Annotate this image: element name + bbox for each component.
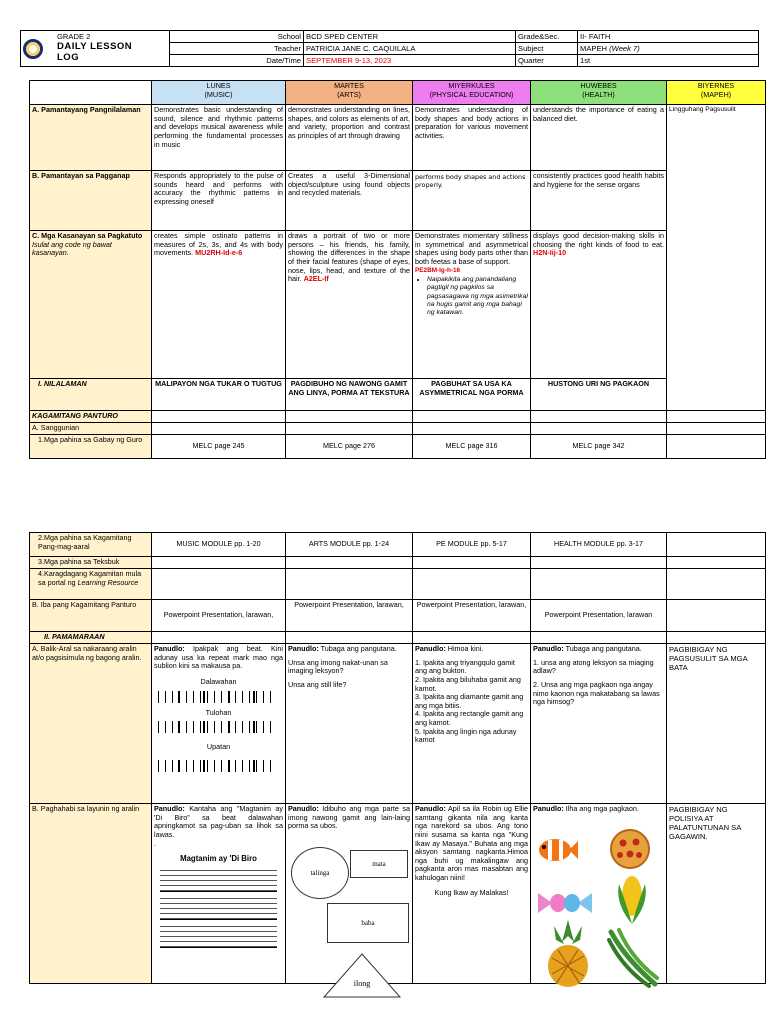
pineapple-icon [540, 918, 596, 988]
instruction-label: Panudlo: [288, 644, 319, 653]
rhythm-notation [158, 691, 276, 703]
empty-cell [667, 411, 766, 423]
cell-c-miyerkules [413, 231, 531, 379]
day-subject: (MAPEH) [700, 89, 732, 99]
datetime-label: Date/Time [170, 55, 304, 67]
instruction-label: Panudlo: [154, 804, 185, 813]
header-logo-cell [21, 31, 170, 67]
instruction-label: Panudlo: [154, 644, 185, 653]
activity-item: 4. Ipakita ang rectangle gamit ang ang kamot. [415, 709, 524, 728]
day-header-biyernes [667, 81, 766, 105]
gradesec-label: Grade&Sec. [516, 31, 578, 43]
day-name: LUNES [206, 81, 231, 90]
green-beans-icon [605, 928, 661, 988]
teacher-label: Teacher [170, 43, 304, 55]
instruction-label: Panudlo: [415, 644, 446, 653]
candy-icon [536, 885, 594, 921]
balik-biyernes: PAGBIBIGAY NG PAGSUSULIT SA MGA BATA [667, 644, 766, 804]
teacher-value: PATRICIA JANE C. CAQUILALA [304, 43, 516, 55]
row-label-iba-pang-kagamitan: B. Iba pang Kagamitang Panturo [30, 600, 152, 632]
empty-cell [152, 557, 286, 569]
activity-item: 3. Ipakita ang diamante gamit ang ang mga bitiis. [415, 692, 524, 710]
empty-cell [286, 632, 413, 644]
day-header-lunes [152, 81, 286, 105]
gabay-lunes: MELC page 245 [152, 435, 286, 459]
gradesec-value: II- FAITH [578, 31, 759, 43]
instruction-text: Apil sa ila Robin ug Ellie samtang gikanta nila ang kanta nga narekord sa ubos. Ang tono niini susama sa kanta nga "Kung Ikaw ay Masaya." Buhata ang mga aksyon samtang nagkanta.Himoa nga buhi ug makalingaw ang pagkanta aron mas masabtan ang kahulogan niini! [415, 804, 529, 883]
question-text: Unsa ang imong nakat-unan sa imaging leksyon? [288, 657, 388, 676]
paghahabi-biyernes: PAGBIBIGAY NG POLISIYA AT PALATUNTUNAN SA GAGAWIN. [667, 804, 766, 984]
objective-list [427, 276, 528, 317]
row-label-paghahabi: B. Paghahabi sa layunin ng aralin [30, 804, 152, 984]
iba-huwebes: Powerpoint Presentation, larawan [531, 600, 667, 632]
cell-b-huwebes: consistently practices good health habits and hygiene for the sense organs [531, 171, 667, 231]
objective-item: • Naipakikita ang panandaliang pagtigil ng pagkilos sa pagsasagawa ng mga asimetrikal na hugis gamit ang mga bahagi ng katawan. [427, 276, 528, 317]
cell-b-lunes: Responds appropriately to the pulse of sounds heard and performs with accuracy the rhythmic patterns in expressing oneself [152, 171, 286, 231]
day-header-huwebes [531, 81, 667, 105]
subject-value: MAPEH [580, 43, 608, 53]
shape-label: mata [372, 859, 386, 868]
header-table [20, 30, 759, 67]
karagdagang-text-italic: Learning Resource [77, 577, 139, 587]
iba-miyerkules: Powerpoint Presentation, larawan, [413, 600, 531, 632]
lesson-table-1 [29, 80, 766, 459]
day-name: MIYERKULES [448, 81, 495, 90]
song-title: Kung Ikaw ay Malakas! [434, 887, 509, 897]
instruction-label: Panudlo: [415, 804, 446, 813]
shape-label: ilong [353, 979, 371, 988]
instruction-text: Ipakpak ang beat. Kini adunay usa ka repeat mark mao nga sublion kini sa makausa pa. [154, 644, 283, 671]
empty-cell [286, 569, 413, 600]
kasanayan-text: creates simple ostinato patterns in measures of 2s, 3s, and 4s with body movements. [154, 231, 283, 258]
nilalaman-martes: PAGDIBUHO NG NAWONG GAMIT ANG LINYA, PORMA AT TEKSTURA [286, 379, 413, 411]
day-subject: (PHYSICAL EDUCATION) [429, 89, 514, 99]
melc-code: H2N-Iij-10 [533, 248, 567, 258]
day-subject: (HEALTH) [582, 89, 615, 99]
day-subject: (MUSIC) [204, 89, 233, 99]
kasanayan-text: draws a portrait of two or more persons – his friends, his family, showing the differences in the shape of their facial features (shape of eyes, nose, lips, head, and texture of the hair. [288, 231, 410, 284]
sheet-music-image [160, 894, 277, 920]
instruction-label: Panudlo: [288, 804, 319, 813]
empty-cell [152, 569, 286, 600]
melc-code: MU2RH-Id-e-6 [195, 248, 243, 258]
day-name: HUWEBES [580, 81, 617, 90]
empty-cell [152, 423, 286, 435]
empty-cell [531, 557, 667, 569]
empty-cell [531, 569, 667, 600]
instruction-text: Kantaha ang "Magtanim ay 'Di Biro" sa beat dalawahan apningkamot sa pag-uban sa lihok sa lawas. [154, 804, 283, 839]
gabay-martes: MELC page 276 [286, 435, 413, 459]
fish-icon [535, 835, 579, 865]
sheet-music-image [160, 922, 277, 948]
empty-cell [531, 632, 667, 644]
cell-a-martes: demonstrates understanding on lines, shapes, and colors as elements of art, and variety, proportion and contrast as principles of art through drawing [286, 105, 413, 171]
shape-rect-mata [350, 850, 408, 878]
gabay-huwebes: MELC page 342 [531, 435, 667, 459]
cell-a-miyerkules: Demonstrates understanding of body shapes and body actions in preparation for various movement activities. [413, 105, 531, 171]
subject-week: (Week 7) [609, 43, 640, 53]
quarter-label: Quarter [516, 55, 578, 67]
nilalaman-miyerkules: PAGBUHAT SA USA KA ASYMMETRICAL NGA PORMA [413, 379, 531, 411]
datetime-value: SEPTEMBER 9-13, 2023 [304, 55, 516, 67]
row-label-sanggunian: A. Sanggunian [30, 423, 152, 435]
empty-cell [531, 411, 667, 423]
instruction-text: Tubaga ang pangutana. [565, 644, 642, 653]
meter-label-dalawahan: Dalawahan [200, 676, 237, 686]
row-label-gabay-guro: 1.Mga pahina sa Gabay ng Guro [30, 435, 152, 459]
empty-cell [667, 632, 766, 644]
rhythm-notation [158, 760, 276, 772]
row-label-kasanayan [30, 231, 152, 379]
question-text: Unsa ang still life? [288, 679, 347, 689]
school-value: BCD SPED CENTER [304, 31, 516, 43]
cell-a-lunes: Demonstrates basic understanding of sound, silence and rhythmic patterns and develops musical awareness while performing the fundamental processes in music [152, 105, 286, 171]
row-label-kagamitang-panturo: KAGAMITANG PANTURO [30, 411, 152, 423]
row-label-karagdagang-kagamitan [30, 569, 152, 600]
balik-huwebes [531, 644, 667, 804]
empty-cell [413, 411, 531, 423]
shape-label: talinga [310, 868, 330, 877]
kasanayan-note: Isulat ang code ng bawat kasanayan. [32, 239, 112, 258]
shape-rect-baba [327, 903, 409, 943]
day-name: MARTES [334, 81, 364, 90]
deped-seal-icon [23, 39, 43, 59]
shape-label: baba [361, 918, 375, 927]
module-lunes: MUSIC MODULE pp. 1-20 [152, 533, 286, 557]
rhythm-notation [158, 721, 276, 733]
cell-c-lunes [152, 231, 286, 379]
doc-title-2: LOG [57, 51, 80, 63]
doc-title: DAILY LESSON [57, 40, 133, 52]
day-header-miyerkules [413, 81, 531, 105]
row-label-teksbuk: 3.Mga pahina sa Teksbuk [30, 557, 152, 569]
kasanayan-title: C. Mga Kasanayan sa Pagkatuto [32, 231, 143, 240]
activity-item: 1. Ipakita ang triyangqulo gamit ang ang bukton. [415, 657, 515, 676]
empty-cell [152, 411, 286, 423]
instruction-text: Himoa kini. [447, 644, 484, 653]
empty-cell [286, 423, 413, 435]
empty-cell [413, 423, 531, 435]
empty-cell [667, 423, 766, 435]
nilalaman-huwebes: HUSTONG URI NG PAGKAON [531, 379, 667, 411]
iba-martes: Powerpoint Presentation, larawan, [286, 600, 413, 632]
empty-cell [286, 557, 413, 569]
empty-cell [286, 411, 413, 423]
shape-circle-talinga [291, 847, 349, 899]
melc-code: A2EL-If [303, 274, 329, 284]
empty-cell [531, 423, 667, 435]
row-label-pamantayang-pangnilalaman: A. Pamantayang Pangnilalaman [30, 105, 152, 171]
subject-label: Subject [516, 43, 578, 55]
corn-icon [607, 874, 657, 926]
cell-biyernes-pagsusulit: Lingguhang Pagsusulit [667, 105, 766, 411]
day-name: BIYERNES [697, 81, 735, 90]
sheet-music-image [160, 866, 277, 892]
module-huwebes: HEALTH MODULE pp. 3-17 [531, 533, 667, 557]
day-header-martes [286, 81, 413, 105]
empty-cell [667, 435, 766, 459]
activity-item: 2. Ipakita ang biluhaba gamit ang kamot. [415, 674, 521, 693]
corner-cell [30, 81, 152, 105]
question-text: 2. Unsa ang mga pagkaon nga angay nimo kaonon nga makatabang sa lawas nga himsog? [533, 679, 660, 707]
instruction-text: Idibuho ang mga parte sa imong nawong gamit ang lain-laing porma sa ubos. [288, 804, 410, 831]
balik-miyerkules [413, 644, 531, 804]
balik-martes [286, 644, 413, 804]
quarter-value: 1st [578, 55, 759, 67]
instruction-text: Ilha ang mga pagkaon. [565, 804, 639, 813]
meter-label-upatan: Upatan [206, 742, 231, 752]
empty-cell [667, 569, 766, 600]
row-label-balik-aral: A. Balik-Aral sa nakaraang aralin at/o pagsisimula ng bagong aralin. [30, 644, 152, 804]
kasanayan-text: Demonstrates momentary stillness in symmetrical and asymmetrical shapes using body parts other than both feetas a base of support. [415, 231, 528, 266]
instruction-label: Panudlo: [533, 644, 564, 653]
nilalaman-lunes: MALIPAYON NGA TUKAR O TUGTUG [152, 379, 286, 411]
gabay-miyerkules: MELC page 316 [413, 435, 531, 459]
melc-code: PE2BM-Ig-h-16 [415, 266, 461, 274]
shape-triangle-ilong [323, 953, 401, 999]
stray-dot: . [154, 838, 156, 848]
subject-value-cell [578, 43, 759, 55]
balik-lunes [152, 644, 286, 804]
row-label-pamantayan-pagganap: B. Pamantayan sa Pagganap [30, 171, 152, 231]
paghahabi-miyerkules [413, 804, 531, 984]
empty-cell [667, 600, 766, 632]
meter-label-tulohan: Tulohan [205, 707, 232, 717]
module-miyerkules: PE MODULE pp. 5-17 [413, 533, 531, 557]
cell-c-huwebes [531, 231, 667, 379]
row-label-kagamitang-mag-aaral: 2.Mga pahina sa Kagamitang Pang-mag-aaral [30, 533, 152, 557]
module-martes: ARTS MODULE pp. 1-24 [286, 533, 413, 557]
cell-a-huwebes: understands the importance of eating a balanced diet. [531, 105, 667, 171]
paghahabi-lunes [152, 804, 286, 984]
empty-cell [413, 632, 531, 644]
cell-c-martes [286, 231, 413, 379]
empty-cell [667, 557, 766, 569]
activity-item: 5. Ipakita ang lingin nga adunay kamot [415, 726, 517, 745]
karagdagang-text: 4.Karagdagang Kagamitan mula sa portal ng [38, 569, 142, 587]
instruction-label: Panudlo: [533, 804, 564, 813]
day-subject: (ARTS) [337, 89, 361, 99]
song-title: Magtanim ay 'Di Biro [180, 854, 257, 864]
kasanayan-text: displays good decision-making skills in choosing the right kinds of food to eat. [533, 231, 664, 249]
row-label-pamamaraan: II. PAMAMARAAN [30, 632, 152, 644]
empty-cell [413, 569, 531, 600]
grade-label: GRADE 2 [57, 32, 91, 42]
school-label: School [170, 31, 304, 43]
pizza-icon [608, 828, 652, 870]
question-text: 1. unsa ang atong leksyon sa miaging adlaw? [533, 657, 654, 676]
row-label-nilalaman: I. NILALAMAN [30, 379, 152, 411]
cell-b-miyerkules: performs body shapes and actions properly. [413, 171, 531, 231]
empty-cell [667, 533, 766, 557]
instruction-text: Tubaga ang pangutana. [320, 644, 397, 653]
iba-lunes: Powerpoint Presentation, larawan, [152, 600, 286, 632]
cell-b-martes: Creates a useful 3-Dimensional object/sculpture using found objects and recycled materials. [286, 171, 413, 231]
empty-cell [413, 557, 531, 569]
empty-cell [152, 632, 286, 644]
